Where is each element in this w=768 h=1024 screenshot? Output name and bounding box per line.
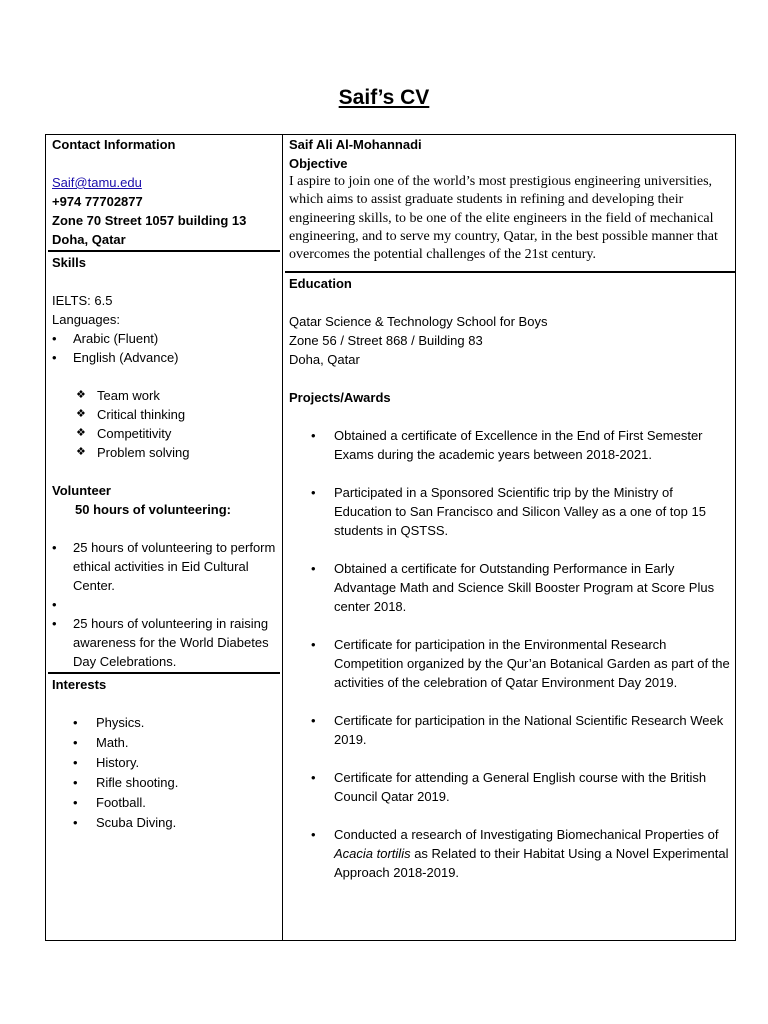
list-item: • Obtained a certificate of Excellence in the End of First Semester Exams during the academic years between 2018-2021. (289, 426, 731, 464)
right-column (289, 135, 731, 882)
list-item: • Scuba Diving. (52, 813, 276, 833)
languages-list (52, 329, 276, 367)
list-item: • Certificate for attending a General English course with the British Council Qatar 2019. (289, 768, 731, 806)
contact-heading: Contact Information (52, 137, 176, 152)
list-item: • Physics. (52, 713, 276, 733)
list-item: • Participated in a Sponsored Scientific trip by the Ministry of Education to San Francisco and Silicon Valley as a one of top 15 students in QSTSS. (289, 483, 731, 540)
phone-number: +974 77702877 (52, 194, 143, 209)
list-item: • Football. (52, 793, 276, 813)
languages-label: Languages: (52, 312, 120, 327)
projects-list (289, 426, 731, 882)
list-item: • Rifle shooting. (52, 773, 276, 793)
column-divider (282, 134, 283, 941)
research-text-start: Conducted a research of Investigating Biomechanical Properties of (334, 827, 719, 843)
list-item: • Certificate for participation in the Environmental Research Competition organized by the Qur’an Botanical Garden as part of the activities of the celebration of Qatar Environment Day 2019. (289, 635, 731, 692)
volunteer-list (52, 538, 276, 671)
list-item: ❖ Competitivity (52, 424, 276, 443)
email-link[interactable]: Saif@tamu.edu (52, 175, 142, 190)
list-item: ❖ Critical thinking (52, 405, 276, 424)
school-address-1: Zone 56 / Street 868 / Building 83 (289, 333, 483, 349)
address-line-2: Doha, Qatar (52, 232, 126, 247)
objective-text: I aspire to join one of the world’s most prestigious engineering universities, which aims to assist graduate students in refining and developing their engineering skills, to be one of the elite engineers in the field of mechanical engineering, and to serve my country, Qatar, in the best possible manner that overcomes the potential challenges of the 21st century. (289, 174, 718, 263)
list-item: • Certificate for participation in the National Scientific Research Week 2019. (289, 711, 731, 749)
interests-heading: Interests (52, 677, 107, 692)
list-item: • History. (52, 753, 276, 773)
list-item: • Math. (52, 733, 276, 753)
list-item: • 25 hours of volunteering in raising awareness for the World Diabetes Day Celebrations. (52, 614, 276, 671)
list-item: • English (Advance) (52, 348, 276, 367)
soft-skills-list (52, 386, 276, 462)
objective-heading: Objective (289, 156, 348, 171)
school-name: Qatar Science & Technology School for Boys (289, 314, 548, 330)
ielts-score: IELTS: 6.5 (52, 293, 113, 308)
left-column (52, 135, 276, 833)
page-title: Saif’s CV (338, 86, 430, 109)
address-line-1: Zone 70 Street 1057 building 13 (52, 213, 247, 228)
interests-list (52, 713, 276, 833)
list-item: ❖ Problem solving (52, 443, 276, 462)
skills-heading: Skills (52, 255, 86, 270)
education-heading: Education (289, 276, 352, 292)
school-address-2: Doha, Qatar (289, 352, 360, 368)
full-name: Saif Ali Al-Mohannadi (289, 137, 422, 152)
list-item: • 25 hours of volunteering to perform ethical activities in Eid Cultural Center. (52, 538, 276, 595)
volunteer-hours: 50 hours of volunteering: (75, 502, 232, 517)
volunteer-heading: Volunteer (52, 483, 111, 498)
list-item: • Obtained a certificate for Outstanding Performance in Early Advantage Math and Science Skill Booster Program at Score Plus center 2018. (289, 559, 731, 616)
research-text-end: as Related to their Habitat Using a Novel Experimental Approach 2018-2019. (334, 846, 729, 881)
list-item (289, 825, 731, 882)
projects-heading: Projects/Awards (289, 390, 391, 406)
species-name: Acacia tortilis (334, 846, 411, 862)
list-item: • Arabic (Fluent) (52, 329, 276, 348)
list-item: ❖ Team work (52, 386, 276, 405)
